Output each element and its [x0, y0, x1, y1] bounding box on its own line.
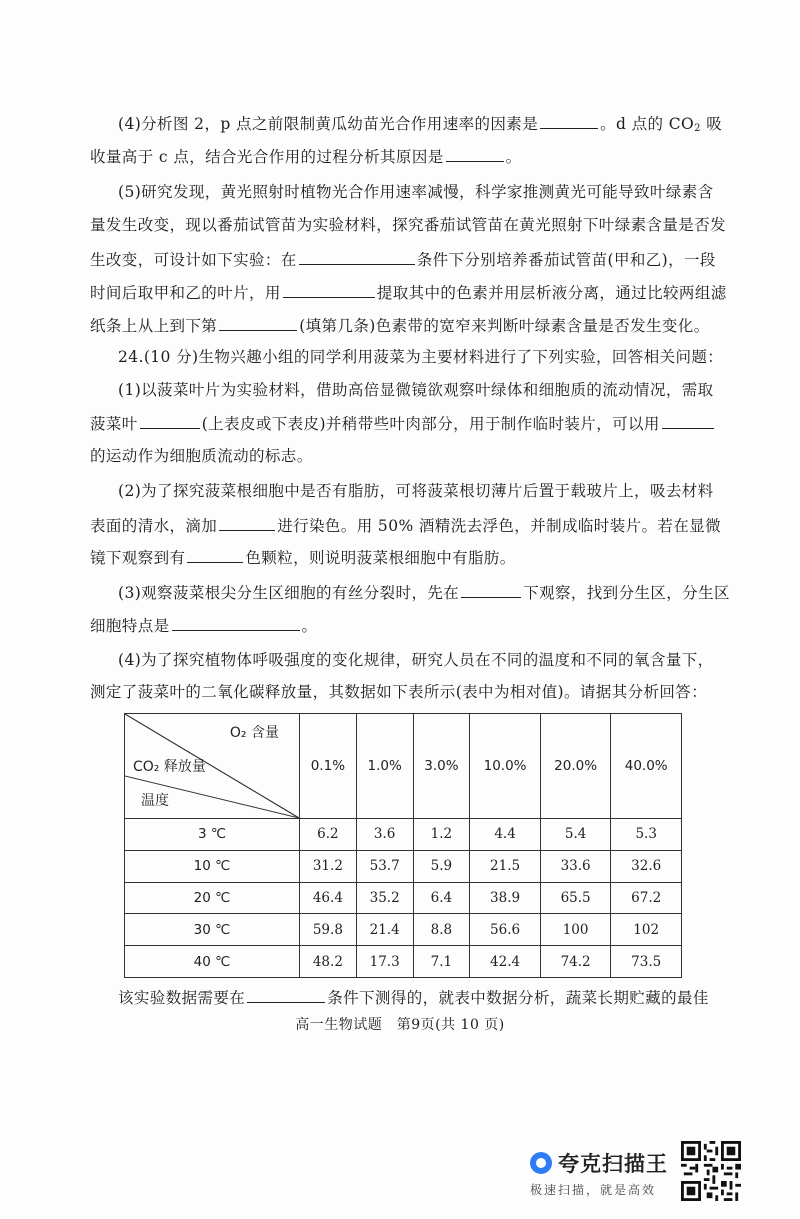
q24-1-line-2: 菠菜叶 (上表皮或下表皮)并稍带些叶肉部分，用于制作临时装片，可以用: [90, 412, 716, 435]
table-cell: 73.5: [611, 946, 682, 978]
column-header: 20.0%: [540, 714, 611, 819]
answer-blank[interactable]: [140, 412, 200, 429]
table-cell: 1.2: [413, 819, 470, 851]
q24-1-line-1: (1)以菠菜叶片为实验材料，借助高倍显微镜欲观察叶绿体和细胞质的流动情况，需取: [118, 381, 714, 399]
table-cell: 42.4: [470, 946, 541, 978]
table-cell: 5.4: [540, 819, 611, 851]
answer-blank[interactable]: [247, 986, 325, 1003]
q24-2-line-3: 镜下观察到有 色颗粒，则说明菠菜根细胞中有脂肪。: [90, 546, 516, 569]
answer-blank[interactable]: [219, 314, 297, 331]
q4-line-2: 收量高于 c 点，结合光合作用的过程分析其原因是 。: [90, 145, 522, 168]
table-cell: 53.7: [356, 850, 413, 882]
row-temp: 10 ℃: [125, 850, 300, 882]
column-header: 3.0%: [413, 714, 470, 819]
table-cell: 21.5: [470, 850, 541, 882]
row-temp: 3 ℃: [125, 819, 300, 851]
table-cell: 31.2: [300, 850, 357, 882]
brand-name: 夸克扫描王: [558, 1152, 668, 1176]
q5-line-4: 时间后取甲和乙的叶片，用 提取其中的色素并用层析液分离，通过比较两组滤: [90, 281, 727, 304]
table-row: [125, 850, 682, 882]
q4-line-1: (4)分析图 2，p 点之前限制黄瓜幼苗光合作用速率的因素是 。d 点的 $CO_2$ 吸: [118, 112, 722, 135]
table-cell: 59.8: [300, 914, 357, 946]
page-footer: 高一生物试题 第9页(共 10 页): [295, 1017, 505, 1033]
q24-3-line-2: 细胞特点是 。: [90, 614, 317, 637]
table-cell: 17.3: [356, 946, 413, 978]
table-cell: 5.9: [413, 850, 470, 882]
table-row: [125, 882, 682, 914]
table-header-row: [125, 714, 682, 819]
column-header: 10.0%: [470, 714, 541, 819]
table-cell: 6.4: [413, 882, 470, 914]
answer-blank[interactable]: [219, 514, 275, 531]
q24-2-line-1: (2)为了探究菠菜根细胞中是否有脂肪，可将菠菜根切薄片后置于载玻片上，吸去材料: [118, 482, 714, 500]
brand-tagline: 极速扫描，就是高效: [530, 1183, 657, 1197]
q5-line-2: 量发生改变，现以番茄试管苗为实验材料，探究番茄试管苗在黄光照射下叶绿素含量是否发: [90, 216, 727, 234]
table-cell: 74.2: [540, 946, 611, 978]
table-cell: 5.3: [611, 819, 682, 851]
q5-line-1: (5)研究发现，黄光照射时植物光合作用速率减慢，科学家推测黄光可能导致叶绿素含: [118, 183, 714, 201]
answer-blank[interactable]: [299, 248, 415, 265]
header-co2-label: CO₂ 释放量: [133, 759, 206, 775]
table-cell: 102: [611, 914, 682, 946]
answer-blank[interactable]: [662, 412, 714, 429]
q24-3-line-1: (3)观察菠菜根尖分生区细胞的有丝分裂时，先在 下观察，找到分生区，分生区: [118, 581, 730, 604]
quark-logo-icon: [530, 1152, 552, 1174]
diagonal-header-cell: [125, 714, 300, 819]
qr-code-icon: [681, 1141, 741, 1201]
q24-4-line-1: (4)为了探究植物体呼吸强度的变化规律，研究人员在不同的温度和不同的氧含量下，: [118, 651, 714, 669]
table-cell: 32.6: [611, 850, 682, 882]
after-table-line: 该实验数据需要在 条件下测得的，就表中数据分析，蔬菜长期贮藏的最佳: [118, 986, 709, 1009]
header-o2-label: O₂ 含量: [229, 725, 279, 741]
q24-4-line-2: 测定了菠菜叶的二氧化碳释放量，其数据如下表所示(表中为相对值)。请据其分析回答：: [90, 683, 708, 701]
answer-blank[interactable]: [446, 145, 504, 162]
q5-line-5: 纸条上从上到下第 (填第几条)色素带的宽窄来判断叶绿素含量是否发生变化。: [90, 314, 710, 337]
column-header: 0.1%: [300, 714, 357, 819]
table-cell: 67.2: [611, 882, 682, 914]
answer-blank[interactable]: [187, 546, 243, 563]
table-cell: 35.2: [356, 882, 413, 914]
table-row: [125, 946, 682, 978]
answer-blank[interactable]: [540, 112, 598, 129]
row-temp: 20 ℃: [125, 882, 300, 914]
table-cell: 48.2: [300, 946, 357, 978]
table-cell: 4.4: [470, 819, 541, 851]
header-temp-label: 温度: [141, 793, 169, 809]
table-cell: 38.9: [470, 882, 541, 914]
table-cell: 7.1: [413, 946, 470, 978]
table-cell: 33.6: [540, 850, 611, 882]
row-temp: 40 ℃: [125, 946, 300, 978]
table-cell: 21.4: [356, 914, 413, 946]
co2-release-table: [124, 713, 682, 978]
table-cell: 8.8: [413, 914, 470, 946]
table-cell: 100: [540, 914, 611, 946]
table-cell: 56.6: [470, 914, 541, 946]
table-cell: 46.4: [300, 882, 357, 914]
answer-blank[interactable]: [461, 581, 521, 598]
column-header: 40.0%: [611, 714, 682, 819]
q5-line-3: 生改变，可设计如下实验：在 条件下分别培养番茄试管苗(甲和乙)，一段: [90, 248, 716, 271]
table-cell: 65.5: [540, 882, 611, 914]
answer-blank[interactable]: [283, 281, 375, 298]
q24-1-line-3: 的运动作为细胞质流动的标志。: [90, 447, 313, 465]
q24-2-line-2: 表面的清水，滴加 进行染色。用 50% 酒精洗去浮色，并制成临时装片。若在显微: [90, 514, 721, 537]
scanner-watermark: [530, 1148, 680, 1198]
table-cell: 3.6: [356, 819, 413, 851]
column-header: 1.0%: [356, 714, 413, 819]
table-cell: 6.2: [300, 819, 357, 851]
answer-blank[interactable]: [172, 614, 300, 631]
table-row: [125, 914, 682, 946]
q24-intro: 24.(10 分)生物兴趣小组的同学利用菠菜为主要材料进行了下列实验，回答相关问题：: [118, 348, 724, 366]
row-temp: 30 ℃: [125, 914, 300, 946]
table-row: [125, 819, 682, 851]
